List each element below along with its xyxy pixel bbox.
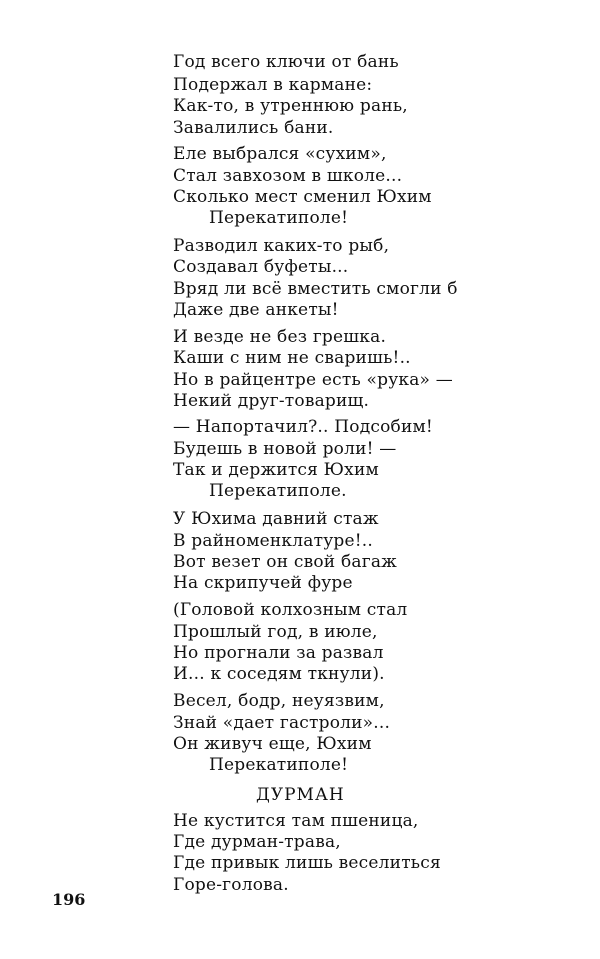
poem-line: На скрипучей фуре [173,573,353,593]
poem-line: Весел, бодр, неуязвим, [173,691,385,711]
poem-line: Но в райцентре есть «рука» — [173,370,453,390]
poem-line-refrain: Перекатиполе. [209,481,347,501]
poem-title: ДУРМАН [256,785,345,805]
poem-line: Где дурман-трава, [173,832,341,852]
poem-line: Знай «дает гастроли»... [173,713,391,733]
poem-line: Прошлый год, в июле, [173,622,378,642]
poem-line: Даже две анкеты! [173,300,339,320]
poem-line: Вот везет он свой багаж [173,552,397,572]
poem-line: (Головой колхозным стал [173,600,408,620]
poem-line: Он живуч еще, Юхим [173,734,372,754]
poem-line-refrain: Перекатиполе! [209,755,349,775]
poem-line: Но прогнали за развал [173,643,384,663]
poem-line: Стал завхозом в школе... [173,166,403,186]
poem-line: И... к соседям ткнули). [173,664,385,684]
poem-line: Сколько мест сменил Юхим [173,187,432,207]
poem-line: Год всего ключи от бань [173,52,399,72]
poem-line: И везде не без грешка. [173,327,387,347]
poem-line: — Напортачил?.. Подсобим! [173,417,433,437]
poem-line: Завалились бани. [173,118,334,138]
poem-line: Не кустится там пшеница, [173,811,419,831]
poem-line: Вряд ли всё вместить смогли б [173,279,458,299]
poem-line: Где привык лишь веселиться [173,853,441,873]
poem-line: Будешь в новой роли! — [173,439,397,459]
poem-line-refrain: Перекатиполе! [209,208,349,228]
poem-line: У Юхима давний стаж [173,509,379,529]
poem-line: Каши с ним не сваришь!.. [173,348,411,368]
page-number: 196 [52,890,86,909]
poem-line: Горе-голова. [173,875,289,895]
poem-line: Так и держится Юхим [173,460,379,480]
poem-line: Как-то, в утреннюю рань, [173,96,408,116]
poem-line: Подержал в кармане: [173,75,373,95]
poem-line: Некий друг-товарищ. [173,391,370,411]
poem-line: Создавал буфеты... [173,257,349,277]
poem-line: Еле выбрался «сухим», [173,144,387,164]
poem-line: В райноменклатуре!.. [173,531,373,551]
poem-line: Разводил каких-то рыб, [173,236,390,256]
